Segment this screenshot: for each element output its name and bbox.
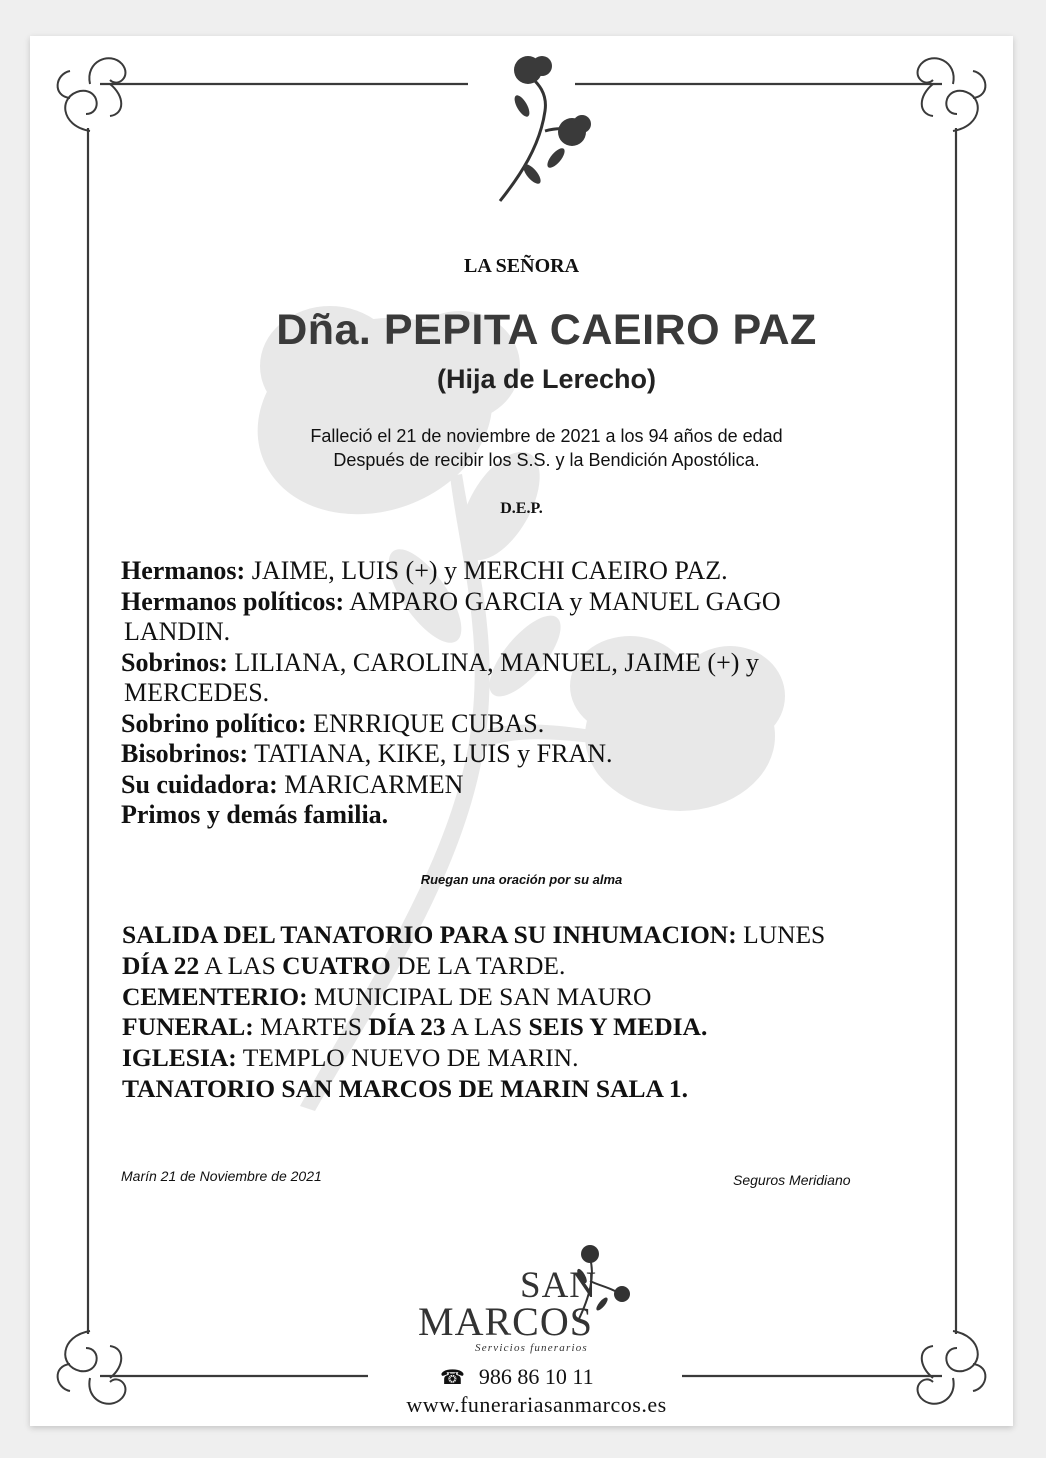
funeral-notice-sheet bbox=[30, 36, 1013, 1426]
family-row bbox=[121, 648, 921, 709]
family-value: LILIANA, CAROLINA, MANUEL, JAIME (+) y bbox=[227, 647, 759, 677]
family-value: AMPARO GARCIA y MANUEL GAGO bbox=[344, 586, 781, 616]
service-departure bbox=[122, 920, 942, 951]
family-value: ENRRIQUE CUBAS. bbox=[306, 708, 545, 738]
service-funeral bbox=[122, 1012, 942, 1043]
family-list bbox=[121, 556, 921, 831]
family-row bbox=[121, 587, 921, 648]
family-label: Primos y demás familia. bbox=[121, 800, 389, 829]
family-label: Su cuidadora: bbox=[121, 769, 278, 799]
website-link[interactable]: www.funerariasanmarcos.es bbox=[406, 1392, 667, 1417]
family-value: TATIANA, KIKE, LUIS y FRAN. bbox=[248, 739, 613, 768]
phone-row bbox=[440, 1364, 594, 1390]
logo-text-marcos: MARCOS bbox=[418, 1299, 593, 1344]
family-row bbox=[121, 556, 921, 587]
insurer: Seguros Meridiano bbox=[733, 1172, 851, 1188]
service-text: A LAS bbox=[445, 1012, 529, 1042]
service-value: TEMPLO NUEVO DE MARIN. bbox=[236, 1043, 579, 1073]
place-date: Marín 21 de Noviembre de 2021 bbox=[121, 1168, 322, 1184]
death-line-1: Falleció el 21 de noviembre de 2021 a los 94 años de edad bbox=[310, 426, 783, 446]
family-row bbox=[121, 709, 921, 740]
family-row bbox=[121, 739, 921, 770]
service-hour: CUATRO bbox=[282, 950, 391, 980]
family-value: JAIME, LUIS (+) y MERCHI CAEIRO PAZ. bbox=[245, 556, 728, 585]
corner-ornament-top-left-icon bbox=[58, 58, 126, 131]
service-departure-time bbox=[122, 951, 942, 982]
service-hour: SEIS Y MEDIA. bbox=[528, 1012, 708, 1042]
service-value: MUNICIPAL DE SAN MAURO bbox=[307, 981, 652, 1011]
service-text: A LAS bbox=[199, 950, 283, 980]
family-label: Hermanos políticos: bbox=[121, 586, 345, 616]
service-value: LUNES bbox=[736, 920, 826, 949]
telephone-icon: ☎ bbox=[440, 1367, 465, 1389]
service-day: DÍA 22 bbox=[122, 950, 200, 980]
deceased-name: Dña. PEPITA CAEIRO PAZ bbox=[276, 306, 817, 354]
service-details bbox=[122, 920, 942, 1105]
logo-tagline: Servicios funerarios bbox=[475, 1342, 588, 1354]
family-value-continued: LANDIN. bbox=[124, 617, 231, 646]
service-cemetery bbox=[122, 982, 942, 1013]
service-day: DÍA 23 bbox=[368, 1012, 446, 1042]
family-label: Sobrino político: bbox=[121, 708, 307, 738]
family-value: MARICARMEN bbox=[277, 769, 464, 799]
service-label: FUNERAL: bbox=[122, 1012, 254, 1042]
notice-intro: LA SEÑORA bbox=[463, 255, 580, 277]
prayer-request: Ruegan una oración por su alma bbox=[420, 872, 623, 887]
service-funeral-home: TANATORIO SAN MARCOS DE MARIN SALA 1. bbox=[122, 1073, 689, 1103]
service-label: IGLESIA: bbox=[122, 1043, 237, 1073]
family-label: Sobrinos: bbox=[121, 647, 228, 677]
family-row bbox=[121, 800, 921, 831]
top-flower-icon bbox=[500, 56, 591, 201]
family-label: Hermanos: bbox=[121, 556, 246, 585]
family-row bbox=[121, 770, 921, 801]
deceased-subname: (Hija de Lerecho) bbox=[436, 364, 657, 394]
dep-mark: D.E.P. bbox=[500, 500, 543, 517]
service-label: CEMENTERIO: bbox=[122, 981, 308, 1011]
logo-text-san: SAN bbox=[520, 1265, 598, 1306]
service-label: SALIDA DEL TANATORIO PARA SU INHUMACION: bbox=[122, 920, 737, 949]
service-text: MARTES bbox=[253, 1012, 369, 1042]
phone-number[interactable]: 986 86 10 11 bbox=[478, 1364, 594, 1389]
death-line-2: Después de recibir los S.S. y la Bendición Apostólica. bbox=[333, 450, 760, 470]
family-value-continued: MERCEDES. bbox=[124, 678, 270, 707]
service-text: DE LA TARDE. bbox=[390, 950, 566, 980]
corner-ornament-top-right-icon bbox=[918, 58, 986, 131]
service-church bbox=[122, 1043, 942, 1074]
family-label: Bisobrinos: bbox=[121, 739, 249, 768]
